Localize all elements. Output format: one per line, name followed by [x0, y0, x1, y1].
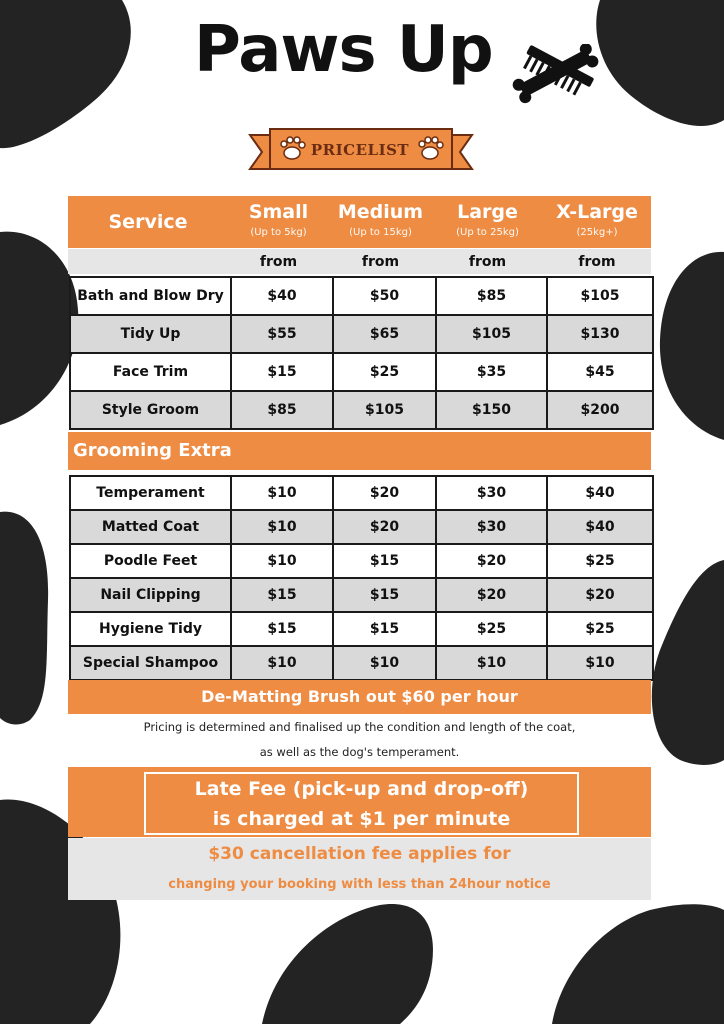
table-row — [70, 315, 653, 353]
price-cell: $30 — [436, 510, 547, 544]
table-row — [70, 612, 653, 646]
price-cell: $10 — [547, 646, 653, 680]
price-cell: $25 — [547, 544, 653, 578]
table-row — [70, 277, 653, 315]
price-cell: $10 — [333, 646, 436, 680]
extra-name: Special Shampoo — [70, 646, 231, 680]
price-cell: $50 — [333, 277, 436, 315]
extra-name: Temperament — [70, 476, 231, 510]
brand-title: Paws Up — [194, 13, 493, 87]
grooming-extra-title: Grooming Extra — [73, 440, 232, 461]
price-cell: $20 — [436, 578, 547, 612]
price-cell: $25 — [436, 612, 547, 646]
price-cell: $35 — [436, 353, 547, 391]
from-label-xlarge: from — [578, 254, 616, 270]
size-range-large: (Up to 25kg) — [456, 227, 519, 238]
extras-table — [69, 475, 654, 681]
size-range-xlarge: (25kg+) — [576, 227, 618, 238]
service-name: Bath and Blow Dry — [70, 277, 231, 315]
price-cell: $200 — [547, 391, 653, 429]
service-name: Style Groom — [70, 391, 231, 429]
price-cell: $65 — [333, 315, 436, 353]
table-row — [70, 391, 653, 429]
price-cell: $10 — [231, 646, 333, 680]
price-cell: $40 — [547, 510, 653, 544]
price-cell: $15 — [231, 353, 333, 391]
price-cell: $15 — [231, 578, 333, 612]
service-header: Service — [108, 211, 188, 233]
pricelist-label: PRICELIST — [310, 141, 410, 159]
size-range-medium: (Up to 15kg) — [349, 227, 412, 238]
price-cell: $130 — [547, 315, 653, 353]
price-cell: $105 — [547, 277, 653, 315]
size-header-xlarge: X-Large — [556, 201, 638, 223]
extra-name: Hygiene Tidy — [70, 612, 231, 646]
size-header-medium: Medium — [337, 201, 424, 223]
cancellation-line-2: changing your booking with less than 24hour notice — [168, 877, 551, 892]
price-cell: $15 — [333, 544, 436, 578]
extra-name: Nail Clipping — [70, 578, 231, 612]
grooming-extra-heading — [68, 432, 651, 470]
late-fee-line-2: is charged at $1 per minute — [212, 808, 511, 830]
pricing-note-line-1: Pricing is determined and finalised up the condition and length of the coat, — [143, 720, 576, 734]
price-cell: $20 — [436, 544, 547, 578]
price-cell: $15 — [231, 612, 333, 646]
price-cell: $10 — [231, 476, 333, 510]
price-cell: $40 — [231, 277, 333, 315]
extra-name: Matted Coat — [70, 510, 231, 544]
table-row — [70, 476, 653, 510]
price-cell: $25 — [333, 353, 436, 391]
price-cell: $85 — [436, 277, 547, 315]
price-cell: $10 — [231, 510, 333, 544]
table-row — [70, 578, 653, 612]
services-table — [69, 276, 654, 430]
price-cell: $55 — [231, 315, 333, 353]
table-row — [70, 646, 653, 680]
size-header-small: Small — [248, 201, 309, 223]
from-label-large: from — [468, 254, 507, 270]
table-row — [70, 544, 653, 578]
size-range-small: (Up to 5kg) — [250, 227, 307, 238]
late-fee-line-1: Late Fee (pick-up and drop-off) — [194, 778, 529, 800]
price-cell: $15 — [333, 578, 436, 612]
table-row — [70, 353, 653, 391]
size-header-large: Large — [457, 201, 518, 223]
price-cell: $150 — [436, 391, 547, 429]
extra-name: Poodle Feet — [70, 544, 231, 578]
price-cell: $85 — [231, 391, 333, 429]
price-cell: $45 — [547, 353, 653, 391]
service-name: Face Trim — [70, 353, 231, 391]
price-cell: $15 — [333, 612, 436, 646]
from-label-medium: from — [361, 254, 400, 270]
price-cell: $20 — [547, 578, 653, 612]
price-cell: $10 — [231, 544, 333, 578]
price-cell: $30 — [436, 476, 547, 510]
price-cell: $20 — [333, 510, 436, 544]
dematting-band: De-Matting Brush out $60 per hour — [68, 680, 651, 714]
price-cell: $10 — [436, 646, 547, 680]
from-row — [68, 249, 651, 274]
comb-bone-icon — [510, 44, 602, 104]
price-cell: $20 — [333, 476, 436, 510]
price-cell: $40 — [547, 476, 653, 510]
price-cell: $25 — [547, 612, 653, 646]
price-cell: $105 — [333, 391, 436, 429]
cancellation-line-1: $30 cancellation fee applies for — [208, 844, 511, 864]
table-row — [70, 510, 653, 544]
pricing-note-line-2: as well as the dog's temperament. — [259, 745, 460, 759]
price-cell: $105 — [436, 315, 547, 353]
service-name: Tidy Up — [70, 315, 231, 353]
from-label-small: from — [259, 254, 298, 270]
size-header-row — [68, 196, 651, 248]
